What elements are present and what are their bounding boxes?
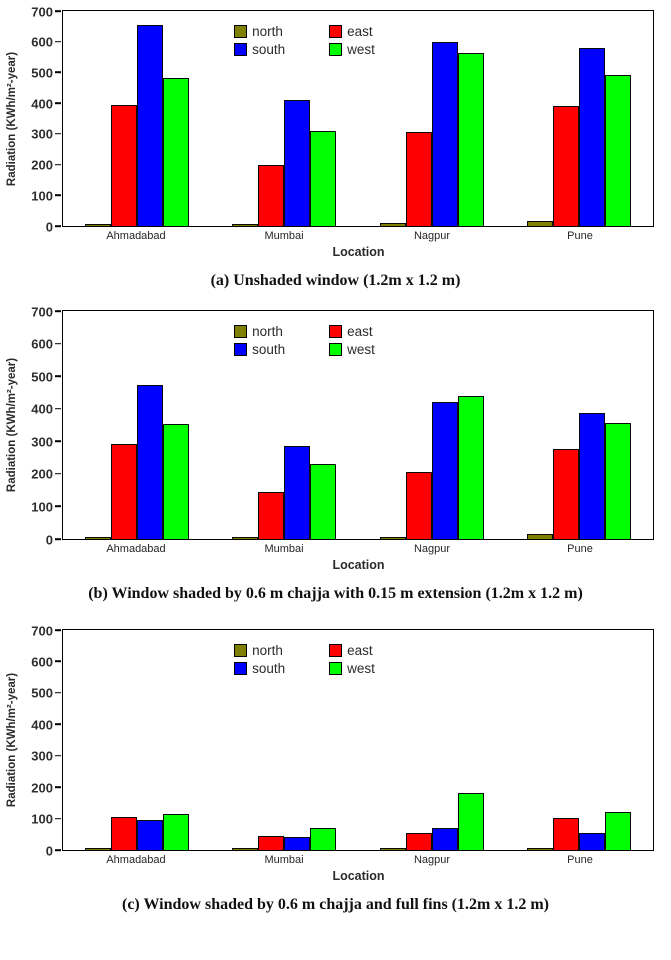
caption-a: (a) Unshaded window (1.2m x 1.2 m) [210, 272, 461, 289]
bar-group-pune [527, 413, 631, 539]
bar-south-nagpur [432, 828, 458, 850]
bar-east-pune [553, 818, 579, 850]
y-tick-mark [55, 755, 61, 757]
legend-label-north: north [252, 24, 283, 39]
bar-west-nagpur [458, 396, 484, 539]
bar-west-mumbai [310, 464, 336, 539]
chart-b-chajja-extension [0, 304, 671, 603]
x-category-label-mumbai: Mumbai [264, 230, 304, 242]
bar-east-nagpur [406, 833, 432, 850]
bar-north-mumbai [232, 537, 258, 539]
bar-west-nagpur [458, 793, 484, 850]
y-tick-mark [55, 343, 61, 345]
y-tick-label: 400 [31, 717, 53, 733]
y-axis-title [0, 629, 24, 851]
bar-group-ahmadabad [85, 385, 189, 539]
y-tick-label: 0 [45, 532, 53, 548]
y-tick-mark [55, 538, 61, 540]
caption-b: (b) Window shaded by 0.6 m chajja with 0.15 m extension (1.2m x 1.2 m) [88, 585, 583, 602]
y-tick-label: 200 [31, 157, 53, 173]
bar-west-ahmadabad [163, 814, 189, 850]
bar-group-pune [527, 48, 631, 226]
y-tick-mark [55, 723, 61, 725]
bar-north-nagpur [380, 848, 406, 850]
legend-label-south: south [252, 661, 286, 676]
x-category-labels [62, 230, 654, 242]
x-category-label-nagpur: Nagpur [413, 543, 451, 555]
y-tick-mark [55, 440, 61, 442]
bar-east-pune [553, 449, 579, 539]
chart-b-row [0, 304, 671, 548]
bar-west-nagpur [458, 53, 484, 226]
bar-north-pune [527, 221, 553, 226]
chart-a-unshaded-window [0, 4, 671, 290]
bar-east-ahmadabad [111, 444, 137, 539]
bar-south-pune [579, 413, 605, 539]
bar-east-mumbai [258, 165, 284, 226]
y-axis-title-text: Radiation (KWh/m²-year) [6, 51, 18, 186]
bar-south-mumbai [284, 446, 310, 539]
bar-south-nagpur [432, 402, 458, 539]
plot-area [62, 629, 654, 851]
bar-east-nagpur [406, 132, 432, 226]
y-tick-label: 100 [31, 499, 53, 515]
x-category-label-pune: Pune [567, 543, 593, 555]
y-tick-label: 600 [31, 336, 53, 352]
legend-label-west: west [347, 661, 375, 676]
y-tick-label: 400 [31, 96, 53, 112]
bar-north-ahmadabad [85, 224, 111, 226]
y-tick-mark [55, 375, 61, 377]
bar-south-ahmadabad [137, 385, 163, 539]
y-tick-label: 0 [45, 219, 53, 235]
y-tick-mark [55, 692, 61, 694]
y-tick-mark [55, 133, 61, 135]
bar-group-ahmadabad [85, 25, 189, 226]
bar-east-ahmadabad [111, 817, 137, 850]
bars [63, 11, 653, 226]
legend-label-east: east [347, 324, 373, 339]
bar-north-ahmadabad [85, 848, 111, 850]
y-tick-label: 100 [31, 811, 53, 827]
bar-south-pune [579, 833, 605, 850]
bar-west-pune [605, 75, 631, 226]
bar-north-pune [527, 848, 553, 851]
x-category-label-ahmadabad: Ahmadabad [106, 854, 166, 866]
x-category-label-nagpur: Nagpur [413, 854, 451, 866]
x-category-label-ahmadabad: Ahmadabad [106, 543, 166, 555]
bar-west-pune [605, 812, 631, 850]
x-category-label-mumbai: Mumbai [264, 543, 304, 555]
y-tick-label: 200 [31, 780, 53, 796]
x-category-label-nagpur: Nagpur [413, 230, 451, 242]
y-tick-mark [55, 310, 61, 312]
caption-c: (c) Window shaded by 0.6 m chajja and full fins (1.2m x 1.2 m) [121, 896, 549, 913]
y-tick-label: 300 [31, 748, 53, 764]
y-tick-label: 300 [31, 434, 53, 450]
y-tick-label: 500 [31, 685, 53, 701]
y-axis-title-text: Radiation (KWh/m²-year) [6, 672, 18, 808]
bar-east-pune [553, 106, 579, 226]
legend-label-west: west [347, 342, 375, 357]
y-tick-label: 300 [31, 126, 53, 142]
x-axis-title: Location [332, 869, 385, 883]
legend-label-west: west [347, 42, 375, 57]
chart-c-chajja-full-fins [0, 623, 671, 914]
bar-south-ahmadabad [137, 820, 163, 850]
x-category-labels [62, 854, 654, 866]
bar-north-mumbai [232, 224, 258, 226]
bar-south-mumbai [284, 100, 310, 226]
x-axis-title: Location [332, 245, 385, 259]
bar-group-nagpur [380, 396, 484, 539]
bar-north-ahmadabad [85, 537, 111, 539]
y-tick-label: 700 [31, 4, 53, 20]
x-category-labels [62, 543, 654, 555]
y-tick-mark [55, 10, 61, 12]
bar-west-mumbai [310, 131, 336, 226]
legend-label-north: north [252, 643, 283, 658]
bar-group-nagpur [380, 42, 484, 226]
bar-east-ahmadabad [111, 105, 137, 226]
y-axis-title [0, 10, 24, 227]
y-tick-label: 100 [31, 188, 53, 204]
bar-south-mumbai [284, 837, 310, 850]
bar-east-mumbai [258, 836, 284, 850]
y-tick-mark [55, 72, 61, 74]
bar-south-ahmadabad [137, 25, 163, 226]
x-category-label-pune: Pune [567, 230, 593, 242]
y-tick-label: 600 [31, 654, 53, 670]
bar-west-mumbai [310, 828, 336, 850]
y-tick-mark [55, 786, 61, 788]
y-tick-label: 700 [31, 304, 53, 320]
bar-west-ahmadabad [163, 424, 189, 539]
y-axis-title-text: Radiation (KWh/m²-year) [6, 357, 18, 493]
y-tick-label: 400 [31, 401, 53, 417]
bar-south-nagpur [432, 42, 458, 226]
x-category-label-mumbai: Mumbai [264, 854, 304, 866]
y-tick-label: 500 [31, 65, 53, 81]
bar-group-mumbai [232, 446, 336, 539]
y-tick-mark [55, 629, 61, 631]
y-tick-mark [55, 41, 61, 43]
y-tick-mark [55, 408, 61, 410]
bar-south-pune [579, 48, 605, 226]
x-category-label-ahmadabad: Ahmadabad [106, 230, 166, 242]
y-tick-mark [55, 194, 61, 196]
bars [63, 630, 653, 850]
bar-north-mumbai [232, 848, 258, 850]
y-tick-mark [55, 661, 61, 663]
legend-label-south: south [252, 42, 286, 57]
y-tick-label: 600 [31, 34, 53, 50]
plot-area [62, 310, 654, 540]
bar-north-pune [527, 534, 553, 539]
y-tick-mark [55, 164, 61, 166]
y-tick-label: 700 [31, 623, 53, 639]
bar-group-pune [527, 812, 631, 850]
bar-west-ahmadabad [163, 78, 189, 226]
y-tick-mark [55, 473, 61, 475]
x-category-label-pune: Pune [567, 854, 593, 866]
chart-a-row [0, 4, 671, 235]
y-tick-label: 0 [45, 843, 53, 859]
plot-area [62, 10, 654, 227]
y-tick-mark [55, 506, 61, 508]
y-tick-label: 200 [31, 466, 53, 482]
bar-group-mumbai [232, 828, 336, 850]
chart-c-row [0, 623, 671, 859]
legend-label-south: south [252, 342, 286, 357]
y-tick-label: 500 [31, 369, 53, 385]
bar-east-nagpur [406, 472, 432, 539]
y-tick-mark [55, 102, 61, 104]
legend-label-east: east [347, 24, 373, 39]
bars [63, 311, 653, 539]
bar-group-nagpur [380, 793, 484, 850]
y-tick-mark [55, 818, 61, 820]
bar-east-mumbai [258, 492, 284, 539]
y-tick-mark [55, 849, 61, 851]
bar-west-pune [605, 423, 631, 539]
y-tick-mark [55, 225, 61, 227]
bar-group-mumbai [232, 100, 336, 226]
legend-label-north: north [252, 324, 283, 339]
bar-north-nagpur [380, 537, 406, 539]
bar-group-ahmadabad [85, 814, 189, 850]
y-axis-title [0, 310, 24, 540]
legend-label-east: east [347, 643, 373, 658]
x-axis-title: Location [332, 558, 385, 572]
bar-north-nagpur [380, 223, 406, 226]
